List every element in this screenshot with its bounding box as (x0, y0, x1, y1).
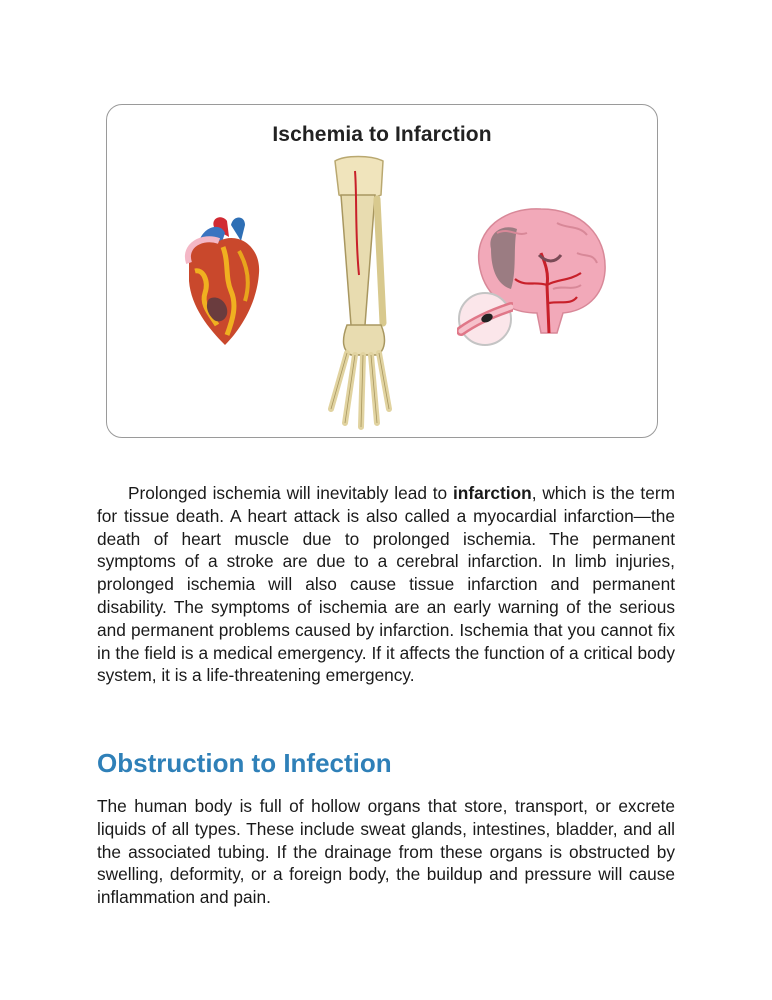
artery-inset-illustration (457, 291, 513, 347)
paragraph-ischemia (97, 482, 675, 687)
term-infarction: infarction (452, 483, 532, 503)
section-heading: Obstruction to Infection (97, 748, 392, 778)
figure-title: Ischemia to Infarction (272, 123, 492, 146)
paragraph-obstruction: The human body is full of hollow organs that store, transport, or excrete liquids of all types. These include sweat glands, intestines, bladder, and all the associated tubing. If the drainage from these organs is obstructed by swelling, deformity, or a foreign body, the buildup and pressure will cause inflammation and pain. (97, 796, 675, 908)
paragraph-ischemia-start: Prolonged ischemia will inevitably lead to (128, 483, 453, 503)
paragraph-ischemia-rest: , which is the term for tissue death. A heart attack is also called a myocardial infarction—the death of heart muscle due to prolonged ischemia. The permanent symptoms of a stroke are due to a cerebral infarction. In limb injuries, prolonged ischemia will also cause tissue infarction and permanent disability. The symptoms of ischemia are an early warning of the serious and permanent problems caused by infarction. Ischemia that you cannot fix in the field is a medical emergency. If it affects the function of a critical body system, it is a life-threatening emergency. (97, 483, 675, 686)
figure-frame (106, 104, 658, 438)
heart-illustration (169, 211, 279, 351)
leg-bones-illustration (321, 155, 401, 433)
